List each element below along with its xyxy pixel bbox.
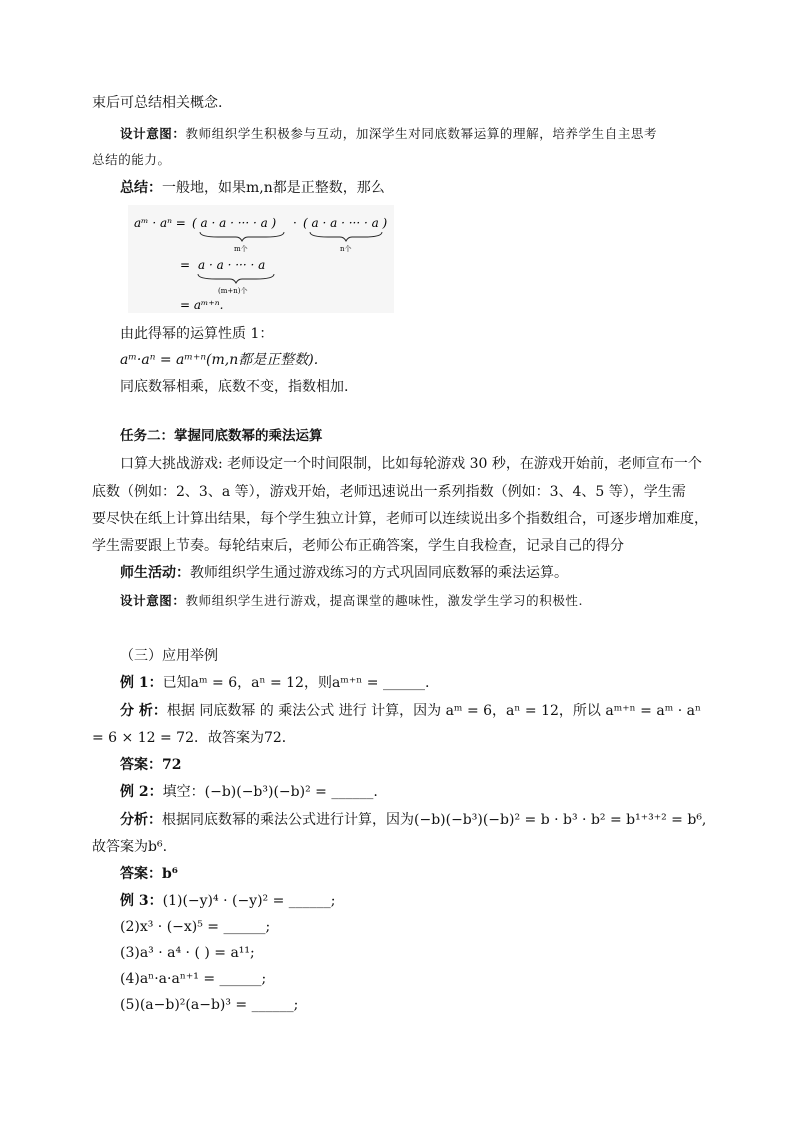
summary-text: 一般地，如果m,n都是正整数，那么 [162,180,385,196]
property-rule: 同底数幂相乘，底数不变，指数相加. [120,379,349,395]
example-2 [120,782,378,802]
design-intent-1-cont: 总结的能力。 [92,152,171,167]
analysis-1-cont: = 6 × 12 = 72．故答案为72． [92,730,296,746]
game-paragraph-line4: 学生需要跟上节奏。每轮结束后，老师公布正确答案，学生自我检查，记录自己的得分 [92,538,624,554]
teacher-student-activity [120,563,568,583]
derivation-figure [128,205,394,313]
example-1-label: 例 1： [120,675,163,691]
example-3-label: 例 3： [120,893,163,909]
design-intent-text: 教师组织学生积极参与互动，加深学生对同底数幂运算的理解，培养学生自主思考 [185,126,658,141]
property-intro: 由此得幂的运算性质 1： [120,326,274,342]
answer-2-value: b⁶ [162,866,178,882]
property-formula: aᵐ·aⁿ = aᵐ⁺ⁿ(m,n都是正整数). [120,352,319,368]
analysis-2-label: 分析： [120,812,162,828]
example-3-item-1: (1)(−y)⁴ · (−y)² = ______; [162,893,336,909]
design-intent-2-label: 设计意图： [120,593,186,608]
summary-line [120,178,385,198]
answer-1-label: 答案： [120,757,162,773]
answer-2-label: 答案： [120,866,162,882]
answer-2 [120,864,178,884]
formula-row2-eq: = [180,258,191,272]
section3-title: （三）应用举例 [120,648,218,664]
activity-label: 师生活动： [120,565,190,581]
activity-text: 教师组织学生通过游戏练习的方式巩固同底数幂的乘法运算。 [190,565,568,581]
formula-row1-lhs: aᵐ · aⁿ = [134,216,186,230]
formula-under2: n个 [340,245,352,253]
example-2-text: 填空：(−b)(−b³)(−b)² = ______. [162,784,378,800]
formula-group2: ( a · a · ··· · a ) [303,216,388,230]
formula-under3: (m+n)个 [218,287,248,295]
formula-group1: ( a · a · ··· · a ) [192,216,277,230]
design-intent-1 [120,124,657,144]
game-paragraph-line2: 底数（例如：2、3、a 等），游戏开始，老师迅速说出一系列指数（例如：3、4、5 等），学生需 [92,484,686,500]
design-intent-2 [120,591,583,611]
analysis-1-label: 分 析： [120,703,167,719]
design-intent-2-text: 教师组织学生进行游戏，提高课堂的趣味性，激发学生学习的积极性. [185,593,584,608]
analysis-1 [120,701,701,721]
game-paragraph-line3: 要尽快在纸上计算出结果，每个学生独立计算，老师可以连续说出多个指数组合，可逐步增加难度， [92,511,708,527]
formula-dot: · [293,216,297,230]
derivation-svg [128,205,394,313]
example-3-item-4: (4)aⁿ·a·aⁿ⁺¹ = ______; [120,971,267,987]
example-3-item-5: (5)(a−b)²(a−b)³ = ______; [120,997,299,1013]
example-3 [120,891,336,911]
example-3-item-2: (2)x³ · (−x)⁵ = ______; [120,919,271,935]
intro-line: 束后可总结相关概念. [92,95,223,111]
task2-title: 任务二：掌握同底数幂的乘法运算 [120,428,323,444]
analysis-2-text: 根据同底数幂的乘法公式进行计算，因为(−b)(−b³)(−b)² = b · b³ · b² = b¹⁺³⁺² = b⁶, [162,812,707,828]
answer-1-value: 72 [162,757,182,773]
game-paragraph-line1: 口算大挑战游戏: 老师设定一个时间限制，比如每轮游戏 30 秒，在游戏开始前，老师宣布一个 [120,456,702,472]
example-3-item-3: (3)a³ · a⁴ · ( ) = a¹¹; [120,945,255,961]
formula-row2-expr: a · a · ··· · a [198,258,266,272]
analysis-1-text: 根据 同底数幂 的 乘法公式 进行 计算，因为 aᵐ = 6，aⁿ = 12，所以 aᵐ⁺ⁿ = aᵐ · aⁿ [166,703,702,719]
example-1 [120,673,429,693]
formula-row3: = aᵐ⁺ⁿ. [180,298,224,312]
analysis-2-cont: 故答案为b⁶. [92,839,168,855]
summary-label: 总结： [120,180,162,196]
formula-under1: m个 [234,245,248,253]
analysis-2 [120,810,706,830]
answer-1 [120,755,181,775]
example-1-text: 已知aᵐ = 6，aⁿ = 12，则aᵐ⁺ⁿ = ______. [162,675,430,691]
design-intent-label: 设计意图： [120,126,186,141]
example-2-label: 例 2： [120,784,163,800]
